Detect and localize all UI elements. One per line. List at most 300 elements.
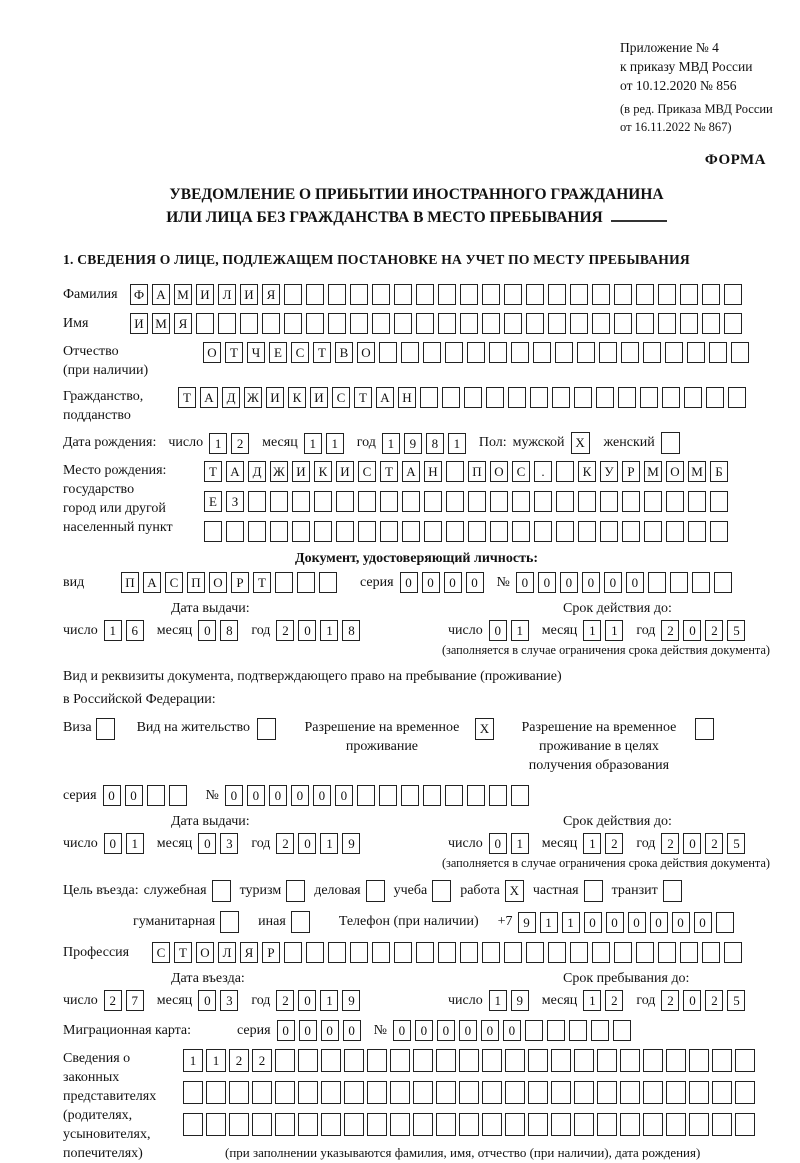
form-cell[interactable] [614,313,632,334]
form-cell[interactable] [252,1081,272,1104]
form-cell[interactable] [489,342,507,363]
form-cell[interactable] [621,342,639,363]
form-cell[interactable] [512,521,530,542]
form-cell[interactable] [666,491,684,512]
form-cell[interactable] [658,942,676,963]
form-cell[interactable]: 2 [605,990,623,1011]
form-cell[interactable]: Я [240,942,258,963]
form-cell[interactable]: 1 [583,990,601,1011]
form-cell[interactable]: И [336,461,354,482]
form-cell[interactable] [438,313,456,334]
form-cell[interactable] [490,491,508,512]
form-cell[interactable]: А [402,461,420,482]
form-cell[interactable]: 9 [342,833,360,854]
form-cell[interactable] [252,1113,272,1136]
form-cell[interactable] [169,785,187,806]
form-cell[interactable] [196,313,214,334]
form-cell[interactable]: 5 [727,833,745,854]
form-cell[interactable]: С [512,461,530,482]
form-cell[interactable]: 0 [489,620,507,641]
sex-female-checkbox[interactable] [661,432,680,454]
form-cell[interactable]: 1 [320,833,338,854]
form-cell[interactable] [551,1049,571,1072]
form-cell[interactable] [712,1113,732,1136]
form-cell[interactable] [297,572,315,593]
form-cell[interactable] [662,387,680,408]
form-cell[interactable] [508,387,526,408]
form-cell[interactable]: Д [222,387,240,408]
form-cell[interactable] [591,1020,609,1041]
form-cell[interactable]: 0 [321,1020,339,1041]
form-cell[interactable] [680,284,698,305]
form-cell[interactable] [689,1113,709,1136]
form-cell[interactable]: М [152,313,170,334]
form-cell[interactable] [548,942,566,963]
form-cell[interactable] [275,572,293,593]
form-cell[interactable] [533,342,551,363]
sex-male-checkbox[interactable]: X [571,432,590,454]
form-cell[interactable] [620,1049,640,1072]
form-cell[interactable]: 0 [298,990,316,1011]
form-cell[interactable] [528,1049,548,1072]
form-cell[interactable]: Ф [130,284,148,305]
form-cell[interactable] [436,1081,456,1104]
form-cell[interactable]: М [174,284,192,305]
form-cell[interactable] [350,942,368,963]
form-cell[interactable] [596,387,614,408]
purpose-private-checkbox[interactable] [584,880,603,902]
option-visa-checkbox[interactable] [96,718,115,740]
form-cell[interactable] [618,387,636,408]
form-cell[interactable] [570,284,588,305]
form-cell[interactable] [424,491,442,512]
form-cell[interactable] [416,942,434,963]
form-cell[interactable]: 0 [125,785,143,806]
form-cell[interactable] [710,521,728,542]
form-cell[interactable]: 0 [415,1020,433,1041]
form-cell[interactable]: В [335,342,353,363]
form-cell[interactable] [666,1081,686,1104]
form-cell[interactable]: 1 [562,912,580,933]
form-cell[interactable]: 9 [342,990,360,1011]
form-cell[interactable] [680,313,698,334]
form-cell[interactable] [372,284,390,305]
form-cell[interactable]: 0 [628,912,646,933]
form-cell[interactable] [336,491,354,512]
form-cell[interactable] [401,342,419,363]
form-cell[interactable]: 1 [583,833,601,854]
form-cell[interactable] [570,313,588,334]
form-cell[interactable]: 0 [538,572,556,593]
form-cell[interactable]: О [196,942,214,963]
form-cell[interactable]: 2 [276,990,294,1011]
form-cell[interactable] [706,387,724,408]
form-cell[interactable]: 0 [694,912,712,933]
form-cell[interactable] [306,313,324,334]
form-cell[interactable] [684,387,702,408]
form-cell[interactable]: 0 [606,912,624,933]
form-cell[interactable]: А [200,387,218,408]
form-cell[interactable] [413,1049,433,1072]
form-cell[interactable] [402,491,420,512]
form-cell[interactable] [600,491,618,512]
form-cell[interactable] [416,313,434,334]
purpose-study-checkbox[interactable] [432,880,451,902]
form-cell[interactable]: 2 [252,1049,272,1072]
form-cell[interactable] [298,1113,318,1136]
form-cell[interactable]: С [152,942,170,963]
form-cell[interactable] [511,785,529,806]
form-cell[interactable]: 2 [705,990,723,1011]
form-cell[interactable]: 0 [516,572,534,593]
form-cell[interactable] [620,1081,640,1104]
form-cell[interactable] [423,342,441,363]
form-cell[interactable] [716,912,734,933]
form-cell[interactable]: 1 [605,620,623,641]
form-cell[interactable]: А [376,387,394,408]
form-cell[interactable]: 0 [489,833,507,854]
form-cell[interactable] [644,521,662,542]
form-cell[interactable] [670,572,688,593]
form-cell[interactable] [358,491,376,512]
form-cell[interactable] [643,342,661,363]
purpose-transit-checkbox[interactable] [663,880,682,902]
form-cell[interactable] [735,1113,755,1136]
form-cell[interactable] [689,1081,709,1104]
form-cell[interactable]: 2 [661,833,679,854]
form-cell[interactable]: П [187,572,205,593]
form-cell[interactable] [394,313,412,334]
form-cell[interactable] [534,521,552,542]
form-cell[interactable] [270,491,288,512]
form-cell[interactable]: Р [231,572,249,593]
form-cell[interactable] [459,1081,479,1104]
form-cell[interactable]: Н [424,461,442,482]
form-cell[interactable] [636,313,654,334]
form-cell[interactable] [574,1081,594,1104]
form-cell[interactable] [275,1081,295,1104]
form-cell[interactable] [275,1049,295,1072]
form-cell[interactable] [504,313,522,334]
form-cell[interactable]: 1 [326,433,344,454]
form-cell[interactable] [526,942,544,963]
purpose-tourism-checkbox[interactable] [286,880,305,902]
form-cell[interactable] [613,1020,631,1041]
form-cell[interactable]: 1 [104,620,122,641]
form-cell[interactable]: 1 [320,990,338,1011]
form-cell[interactable] [658,284,676,305]
form-cell[interactable] [735,1049,755,1072]
form-cell[interactable]: 1 [206,1049,226,1072]
form-cell[interactable] [350,284,368,305]
form-cell[interactable]: 0 [683,990,701,1011]
form-cell[interactable] [688,491,706,512]
form-cell[interactable]: 9 [511,990,529,1011]
form-cell[interactable] [643,1113,663,1136]
form-cell[interactable] [712,1081,732,1104]
form-cell[interactable]: К [578,461,596,482]
form-cell[interactable] [229,1113,249,1136]
form-cell[interactable]: 0 [459,1020,477,1041]
form-cell[interactable] [438,284,456,305]
form-cell[interactable] [344,1081,364,1104]
form-cell[interactable] [248,521,266,542]
form-cell[interactable]: 2 [605,833,623,854]
form-cell[interactable] [552,387,570,408]
form-cell[interactable] [490,521,508,542]
form-cell[interactable] [379,342,397,363]
form-cell[interactable] [597,1113,617,1136]
form-cell[interactable] [446,521,464,542]
form-cell[interactable]: 2 [705,620,723,641]
form-cell[interactable] [358,521,376,542]
form-cell[interactable] [321,1049,341,1072]
form-cell[interactable]: 0 [400,572,418,593]
form-cell[interactable] [460,942,478,963]
form-cell[interactable] [658,313,676,334]
form-cell[interactable] [620,1113,640,1136]
form-cell[interactable] [548,284,566,305]
purpose-commercial-checkbox[interactable] [366,880,385,902]
form-cell[interactable] [240,313,258,334]
form-cell[interactable] [229,1081,249,1104]
form-cell[interactable]: 2 [705,833,723,854]
form-cell[interactable] [528,1113,548,1136]
form-cell[interactable]: 0 [584,912,602,933]
form-cell[interactable] [574,1049,594,1072]
form-cell[interactable]: 1 [382,433,400,454]
form-cell[interactable]: Ж [270,461,288,482]
form-cell[interactable] [724,313,742,334]
form-cell[interactable]: 0 [198,833,216,854]
form-cell[interactable] [482,1081,502,1104]
form-cell[interactable] [367,1081,387,1104]
form-cell[interactable] [306,942,324,963]
form-cell[interactable]: 2 [661,620,679,641]
form-cell[interactable] [547,1020,565,1041]
form-cell[interactable]: 9 [404,433,422,454]
form-cell[interactable] [401,785,419,806]
form-cell[interactable] [183,1113,203,1136]
form-cell[interactable]: . [534,461,552,482]
form-cell[interactable] [702,942,720,963]
form-cell[interactable] [460,284,478,305]
form-cell[interactable]: Р [262,942,280,963]
form-cell[interactable] [511,342,529,363]
form-cell[interactable] [424,521,442,542]
form-cell[interactable] [380,491,398,512]
form-cell[interactable] [643,1049,663,1072]
form-cell[interactable]: 0 [103,785,121,806]
form-cell[interactable]: 7 [126,990,144,1011]
form-cell[interactable] [372,942,390,963]
form-cell[interactable] [413,1113,433,1136]
form-cell[interactable]: 0 [299,1020,317,1041]
form-cell[interactable]: 2 [661,990,679,1011]
form-cell[interactable]: Е [269,342,287,363]
form-cell[interactable]: Я [174,313,192,334]
form-cell[interactable] [416,284,434,305]
form-cell[interactable] [436,1049,456,1072]
form-cell[interactable]: 0 [277,1020,295,1041]
form-cell[interactable]: 1 [304,433,322,454]
form-cell[interactable]: 0 [247,785,265,806]
form-cell[interactable] [504,942,522,963]
form-cell[interactable] [314,521,332,542]
form-cell[interactable] [275,1113,295,1136]
form-cell[interactable]: Т [380,461,398,482]
form-cell[interactable] [577,342,595,363]
purpose-humanitarian-checkbox[interactable] [220,911,239,933]
form-cell[interactable]: И [266,387,284,408]
form-cell[interactable] [445,785,463,806]
form-cell[interactable] [319,572,337,593]
form-cell[interactable] [420,387,438,408]
form-cell[interactable]: Е [204,491,222,512]
form-cell[interactable] [482,942,500,963]
form-cell[interactable] [578,491,596,512]
form-cell[interactable] [648,572,666,593]
form-cell[interactable]: З [226,491,244,512]
form-cell[interactable] [464,387,482,408]
form-cell[interactable]: 1 [126,833,144,854]
form-cell[interactable]: К [314,461,332,482]
form-cell[interactable] [336,521,354,542]
form-cell[interactable]: 6 [126,620,144,641]
form-cell[interactable] [423,785,441,806]
form-cell[interactable] [551,1113,571,1136]
form-cell[interactable] [702,284,720,305]
form-cell[interactable] [489,785,507,806]
form-cell[interactable] [390,1081,410,1104]
form-cell[interactable] [574,1113,594,1136]
form-cell[interactable] [482,313,500,334]
form-cell[interactable]: И [130,313,148,334]
form-cell[interactable] [218,313,236,334]
form-cell[interactable] [446,461,464,482]
form-cell[interactable]: О [357,342,375,363]
form-cell[interactable] [597,1049,617,1072]
form-cell[interactable]: 2 [276,833,294,854]
form-cell[interactable] [390,1049,410,1072]
form-cell[interactable]: И [292,461,310,482]
form-cell[interactable]: 0 [343,1020,361,1041]
form-cell[interactable]: 3 [220,833,238,854]
form-cell[interactable]: 0 [313,785,331,806]
form-cell[interactable] [505,1081,525,1104]
form-cell[interactable] [344,1049,364,1072]
form-cell[interactable] [714,572,732,593]
form-cell[interactable] [467,785,485,806]
form-cell[interactable] [482,1113,502,1136]
option-residence-permit-checkbox[interactable] [257,718,276,740]
form-cell[interactable] [724,942,742,963]
form-cell[interactable] [486,387,504,408]
form-cell[interactable] [731,342,749,363]
form-cell[interactable] [666,1113,686,1136]
form-cell[interactable]: 2 [231,433,249,454]
form-cell[interactable]: 2 [229,1049,249,1072]
form-cell[interactable] [262,313,280,334]
form-cell[interactable] [402,521,420,542]
form-cell[interactable] [525,1020,543,1041]
form-cell[interactable]: Ч [247,342,265,363]
form-cell[interactable] [206,1113,226,1136]
form-cell[interactable] [592,284,610,305]
form-cell[interactable]: И [310,387,328,408]
form-cell[interactable] [284,284,302,305]
form-cell[interactable]: 0 [291,785,309,806]
form-cell[interactable]: 0 [198,620,216,641]
form-cell[interactable]: П [468,461,486,482]
form-cell[interactable]: 0 [650,912,668,933]
form-cell[interactable] [512,491,530,512]
form-cell[interactable] [298,1081,318,1104]
form-cell[interactable]: 0 [437,1020,455,1041]
form-cell[interactable]: 1 [209,433,227,454]
form-cell[interactable] [702,313,720,334]
form-cell[interactable]: 0 [298,620,316,641]
form-cell[interactable] [636,942,654,963]
form-cell[interactable] [556,521,574,542]
form-cell[interactable] [530,387,548,408]
form-cell[interactable]: 1 [320,620,338,641]
form-cell[interactable] [314,491,332,512]
purpose-other-checkbox[interactable] [291,911,310,933]
form-cell[interactable]: К [288,387,306,408]
form-cell[interactable] [292,521,310,542]
form-cell[interactable]: О [490,461,508,482]
form-cell[interactable] [390,1113,410,1136]
form-cell[interactable]: 0 [298,833,316,854]
form-cell[interactable]: Я [262,284,280,305]
form-cell[interactable]: П [121,572,139,593]
form-cell[interactable]: Т [313,342,331,363]
form-cell[interactable] [446,491,464,512]
form-cell[interactable] [680,942,698,963]
form-cell[interactable]: 0 [503,1020,521,1041]
form-cell[interactable] [321,1081,341,1104]
form-cell[interactable]: 1 [511,833,529,854]
form-cell[interactable] [292,491,310,512]
form-cell[interactable]: Д [248,461,266,482]
form-cell[interactable] [712,1049,732,1072]
form-cell[interactable]: 0 [393,1020,411,1041]
form-cell[interactable]: 0 [626,572,644,593]
form-cell[interactable] [344,1113,364,1136]
form-cell[interactable] [436,1113,456,1136]
form-cell[interactable] [528,1081,548,1104]
form-cell[interactable]: 0 [604,572,622,593]
form-cell[interactable] [600,521,618,542]
form-cell[interactable] [666,521,684,542]
form-cell[interactable] [665,342,683,363]
form-cell[interactable] [380,521,398,542]
form-cell[interactable] [636,284,654,305]
form-cell[interactable]: 1 [540,912,558,933]
form-cell[interactable] [504,284,522,305]
form-cell[interactable] [622,491,640,512]
form-cell[interactable] [622,521,640,542]
form-cell[interactable] [689,1049,709,1072]
form-cell[interactable]: С [332,387,350,408]
form-cell[interactable] [666,1049,686,1072]
form-cell[interactable]: 9 [518,912,536,933]
form-cell[interactable] [505,1049,525,1072]
form-cell[interactable]: 8 [426,433,444,454]
form-cell[interactable] [438,942,456,963]
form-cell[interactable]: А [226,461,244,482]
